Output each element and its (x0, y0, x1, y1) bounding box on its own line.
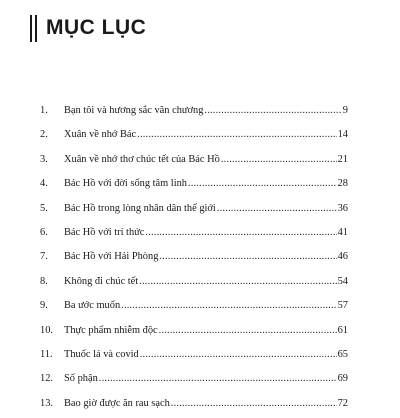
toc-entry-title: Xuân về nhớ thơ chúc tết của Bác Hồ (64, 153, 220, 165)
dot-leader (221, 150, 337, 170)
toc-entry[interactable] (40, 247, 348, 271)
toc-entry-title: Bao giờ được ăn rau sạch (64, 397, 170, 409)
toc-entry-page: 69 (337, 373, 348, 385)
toc-entry-page: 65 (337, 348, 348, 360)
toc-entry-number: 5. (40, 202, 48, 214)
toc-entry-number: 11. (40, 348, 53, 360)
toc-entry-number: 13. (40, 397, 53, 409)
toc-entry[interactable] (40, 369, 348, 393)
dot-leader (159, 321, 337, 341)
page-header (30, 13, 146, 43)
toc-entry-title: Bác Hồ với trí thức (64, 226, 145, 238)
dot-leader (217, 199, 337, 219)
toc-entry-number: 4. (40, 178, 48, 190)
toc-entry-page: 14 (337, 129, 348, 141)
toc-entry[interactable] (40, 272, 348, 296)
page-title: MỤC LỤC (46, 16, 147, 39)
dot-leader (188, 174, 337, 194)
toc-entry[interactable] (40, 321, 348, 345)
dot-leader (99, 369, 337, 389)
toc-entry-number: 3. (40, 153, 48, 165)
toc-entry[interactable] (40, 296, 348, 320)
toc-entry-page: 9 (342, 105, 348, 116)
toc-entry-title: Xuân về nhớ Bác (64, 129, 137, 141)
toc-entry-page: 41 (337, 226, 348, 238)
toc-entry-title: Số phận (64, 373, 98, 385)
toc-entry[interactable] (40, 199, 348, 223)
dot-leader (140, 345, 337, 365)
toc-entry-page: 54 (337, 275, 348, 287)
toc-entry[interactable] (40, 125, 348, 149)
toc-entry-number: 1. (40, 105, 48, 116)
toc-entry-number: 10. (40, 324, 53, 336)
toc-entry[interactable] (40, 174, 348, 198)
title-bar-mark (35, 15, 37, 42)
toc-entry[interactable] (40, 394, 348, 418)
toc-entry-title: Bác Hồ với Hải Phòng (64, 251, 159, 263)
toc-entry-page: 72 (337, 397, 348, 409)
toc-entry-title: Bạn tôi và hương sắc văn chương (64, 105, 204, 116)
toc-entry-title: Không đi chúc tết (64, 275, 139, 287)
toc-entry-number: 2. (40, 129, 48, 141)
toc-entry-page: 28 (337, 178, 348, 190)
toc-entry[interactable] (40, 223, 348, 247)
dot-leader (121, 296, 336, 316)
dot-leader (139, 272, 336, 292)
toc-entry-page: 46 (337, 251, 348, 263)
toc-entry-page: 21 (337, 153, 348, 165)
toc-entry-number: 6. (40, 226, 48, 238)
dot-leader (204, 101, 341, 121)
toc-entry-page: 61 (337, 324, 348, 336)
toc-entry-number: 8. (40, 275, 48, 287)
toc-entry[interactable] (40, 345, 348, 369)
table-of-contents (40, 101, 348, 418)
toc-entry-title: Ba ước muốn (64, 300, 121, 312)
toc-entry-page: 57 (337, 300, 348, 312)
dot-leader (171, 394, 337, 414)
toc-entry-number: 12. (40, 373, 53, 385)
toc-entry-number: 9. (40, 300, 48, 312)
toc-entry[interactable] (40, 101, 348, 125)
toc-entry-title: Thuốc lá và covid (64, 348, 139, 360)
toc-entry-title: Thực phẩm nhiễm độc (64, 324, 158, 336)
dot-leader (159, 247, 336, 267)
toc-entry[interactable] (40, 150, 348, 174)
toc-entry-title: Bác Hồ trong lòng nhân dân thế giới (64, 202, 216, 214)
toc-entry-title: Bác Hồ với đời sống tâm linh (64, 178, 187, 190)
dot-leader (137, 125, 336, 145)
title-bar-mark (30, 15, 32, 42)
toc-entry-number: 7. (40, 251, 48, 263)
dot-leader (145, 223, 336, 243)
toc-entry-page: 36 (337, 202, 348, 214)
